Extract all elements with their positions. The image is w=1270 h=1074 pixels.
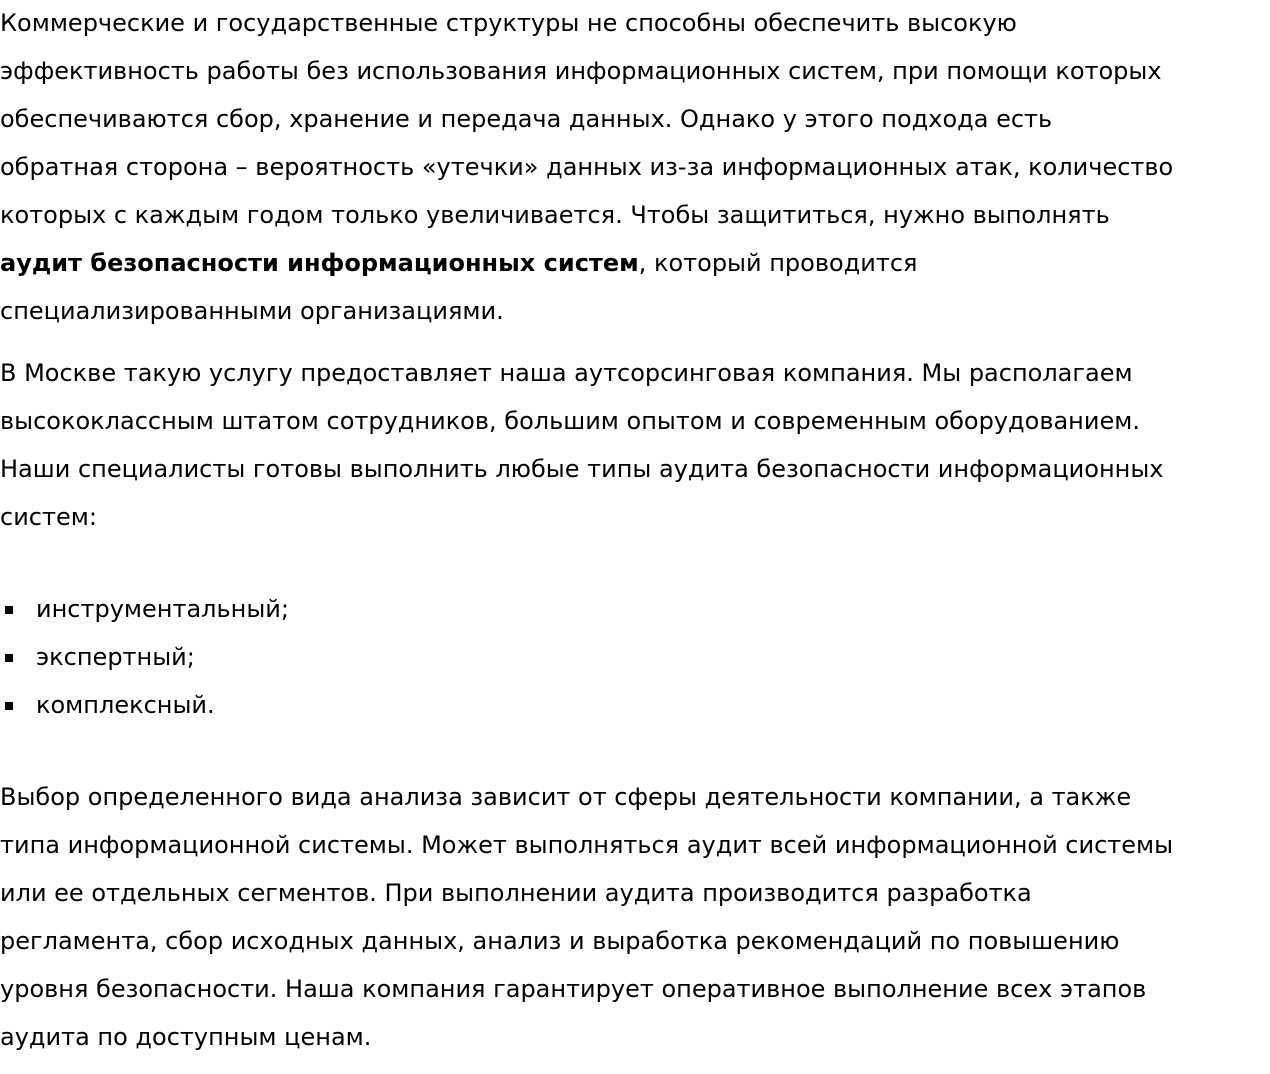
company-paragraph (0, 349, 1270, 541)
text-line: регламента, сбор исходных данных, анализ и выработка рекомендаций по повышению (0, 927, 1120, 955)
text-fragment: , который проводится (638, 249, 918, 277)
conclusion-paragraph (0, 773, 1270, 1061)
text-line: обеспечиваются сбор, хранение и передача данных. Однако у этого подхода есть (0, 105, 1053, 133)
text-line: высококлассным штатом сотрудников, большим опытом и современным оборудованием. (0, 407, 1140, 435)
text-line: Коммерческие и государственные структуры не способны обеспечить высокую (0, 9, 1017, 37)
text-line: Наши специалисты готовы выполнить любые типы аудита безопасности информационных (0, 455, 1164, 483)
text-line: эффективность работы без использования информационных систем, при помощи которых (0, 57, 1162, 85)
list-item (0, 633, 1270, 681)
text-line: которых с каждым годом только увеличивается. Чтобы защититься, нужно выполнять (0, 201, 1110, 229)
text-line: систем: (0, 503, 97, 531)
square-bullet-icon (5, 606, 13, 614)
text-line: типа информационной системы. Может выполняться аудит всей информационной системы (0, 831, 1174, 859)
list-item-label: инструментальный; (36, 595, 289, 623)
bold-keyphrase: аудит безопасности информационных систем (0, 249, 639, 277)
text-line: уровня безопасности. Наша компания гарантирует оперативное выполнение всех этапов (0, 975, 1147, 1003)
text-line: обратная сторона – вероятность «утечки» данных из-за информационных атак, количество (0, 153, 1174, 181)
text-line: аудита по доступным ценам. (0, 1023, 372, 1051)
text-line: В Москве такую услугу предоставляет наша аутсорсинговая компания. Мы располагаем (0, 359, 1133, 387)
square-bullet-icon (5, 654, 13, 662)
text-line: Выбор определенного вида анализа зависит от сферы деятельности компании, а также (0, 783, 1132, 811)
intro-paragraph (0, 0, 1270, 335)
text-line: или ее отдельных сегментов. При выполнении аудита производится разработка (0, 879, 1032, 907)
text-line: специализированными организациями. (0, 297, 504, 325)
list-item-label: экспертный; (36, 643, 195, 671)
list-item (0, 681, 1270, 729)
square-bullet-icon (5, 702, 13, 710)
audit-types-list (0, 585, 1270, 729)
list-item-label: комплексный. (36, 691, 215, 719)
list-item (0, 585, 1270, 633)
